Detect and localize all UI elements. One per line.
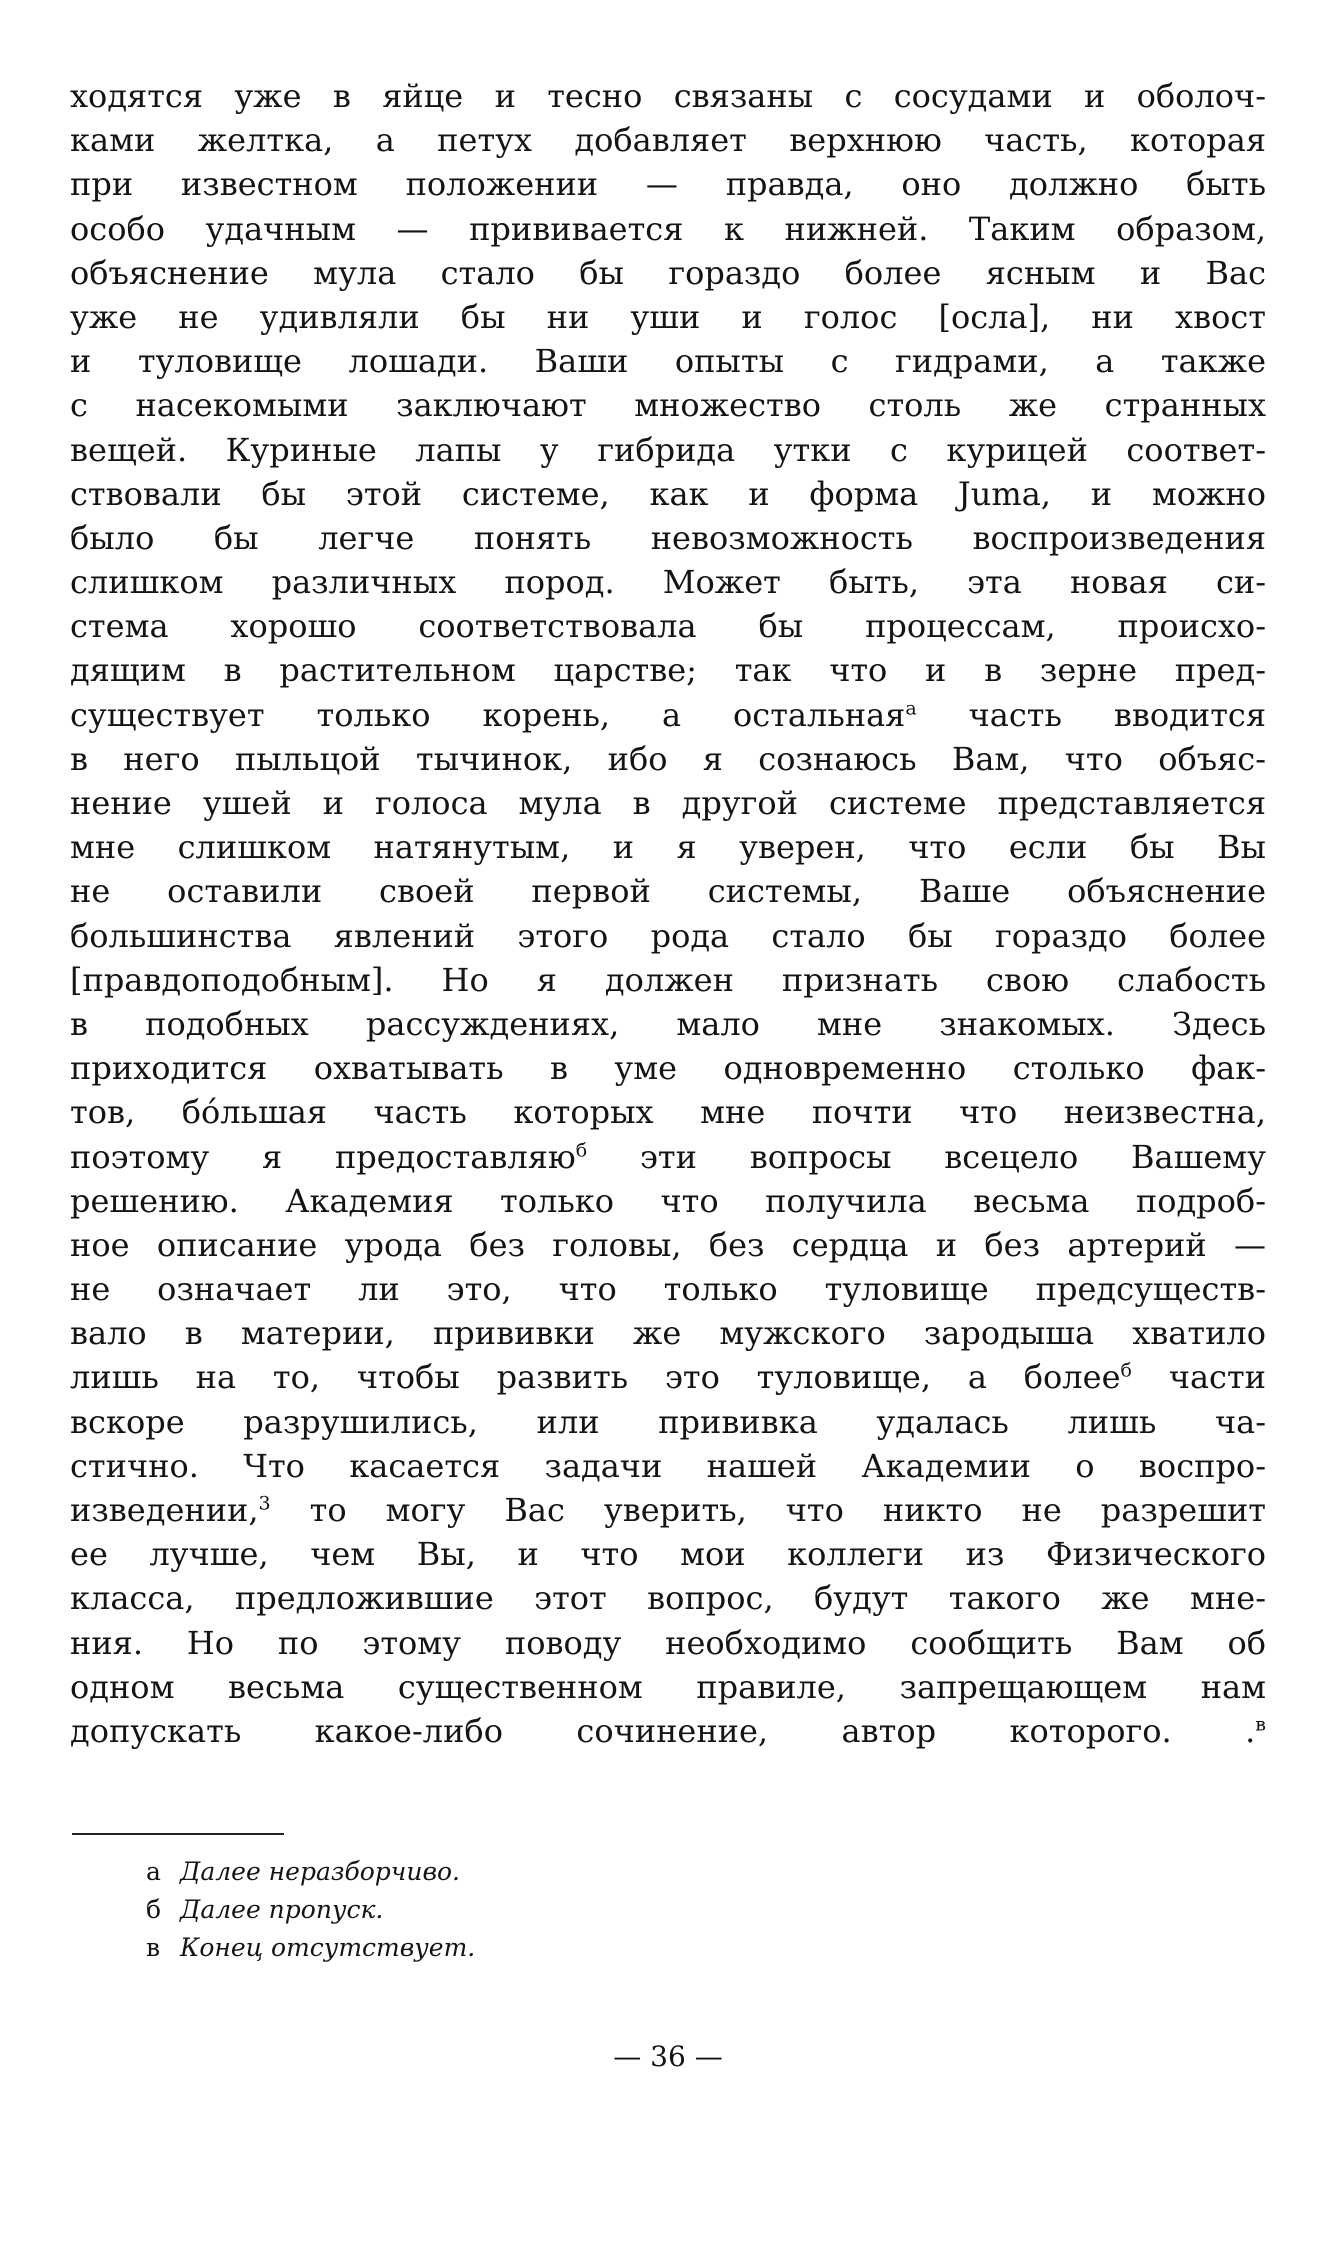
text-line: было бы легче понять невозможность воспроизведения (70, 518, 1266, 557)
text-line: ходятся уже в яйце и тесно связаны с сосудами и оболоч- (70, 77, 1266, 115)
text-line: уже не удивляли бы ни уши и голос [осла], ни хвост (70, 297, 1266, 336)
text-line: стично. Что касается задачи нашей Академии о воспро- (70, 1446, 1266, 1485)
text-line: мне слишком натянутым, и я уверен, что если бы Вы (70, 828, 1266, 867)
text-line: стема хорошо соответствовала бы процессам, происхо- (70, 607, 1266, 646)
footnote-ref: б (1120, 1359, 1132, 1382)
text-line: [правдоподобным]. Но я должен признать свою слабость (70, 960, 1266, 999)
footnote-mark: в (146, 1933, 161, 1962)
text-line: слишком различных пород. Может быть, эта новая си- (70, 563, 1266, 602)
text-line: в подобных рассуждениях, мало мне знакомых. Здесь (70, 1004, 1266, 1043)
text-line: решению. Академия только что получила весьма подроб- (70, 1181, 1266, 1220)
text-line: с насекомыми заключают множество столь же странных (70, 386, 1266, 425)
text-line: ния. Но по этому поводу необходимо сообщить Вам об (70, 1623, 1266, 1662)
text-line: при известном положении — правда, оно должно быть (70, 165, 1266, 204)
footnote (146, 1891, 475, 1929)
text-line: существует только корень, а остальная$^а$ часть вводится (70, 695, 1266, 734)
text-line: вало в материи, прививки же мужского зародыша хватило (70, 1314, 1266, 1353)
text-line: одном весьма существенном правиле, запрещающем нам (70, 1667, 1266, 1706)
footnotes (146, 1853, 475, 1967)
text-line: дящим в растительном царстве; так что и в зерне пред- (70, 651, 1266, 690)
text-line: лишь на то, чтобы развить это туловище, а более$^б$ части (70, 1358, 1267, 1397)
text-line: изведении,$^3$ то могу Вас уверить, что никто не разрешит (70, 1491, 1266, 1529)
footnote-text: Далее пропуск. (180, 1895, 384, 1924)
text-line: и туловище лошади. Ваши опыты с гидрами, а также (70, 342, 1266, 381)
text-line: нение ушей и голоса мула в другой системе представляется (70, 784, 1266, 822)
text-line: ее лучше, чем Вы, и что мои коллеги из Физического (70, 1535, 1266, 1574)
footnote (146, 1853, 475, 1891)
text-line: ствовали бы этой системе, как и форма Juma, и можно (70, 474, 1266, 513)
text-line: допускать какое-либо сочинение, автор которого. .$^в$ (70, 1711, 1266, 1750)
text-line: класса, предложившие этот вопрос, будут такого же мне- (70, 1579, 1266, 1618)
page-number: — 36 — (613, 2040, 723, 2073)
text-line: ное описание урода без головы, без сердца и без артерий — (70, 1225, 1266, 1264)
text-line: объяснение мула стало бы гораздо более ясным и Вас (70, 253, 1266, 292)
text-line: вещей. Куриные лапы у гибрида утки с курицей соответ- (70, 430, 1266, 469)
text-line: не означает ли это, что только туловище предсуществ- (70, 1270, 1266, 1309)
footnote (146, 1929, 475, 1967)
footnote-ref: в (1255, 1713, 1266, 1736)
footnote-text: Конец отсутствует. (180, 1933, 476, 1962)
text-line: в него пыльцой тычинок, ибо я сознаюсь Вам, что объяс- (70, 739, 1266, 778)
footnote-mark: б (146, 1895, 162, 1924)
footnote-text: Далее неразборчиво. (180, 1857, 461, 1886)
footnote-ref: б (575, 1138, 588, 1161)
text-line: поэтому я предоставляю$^б$ эти вопросы всецело Вашему (70, 1137, 1267, 1176)
page-body (70, 74, 1266, 1753)
text-line: не оставили своей первой системы, Ваше объяснение (70, 872, 1266, 911)
text-line: приходится охватывать в уме одновременно столько фак- (70, 1049, 1266, 1088)
text-line: ками желтка, а петух добавляет верхнюю часть, которая (70, 121, 1266, 160)
text-line: вскоре разрушились, или прививка удалась лишь ча- (70, 1402, 1266, 1441)
footnote-divider (72, 1833, 284, 1835)
main-text (70, 74, 1266, 1753)
text-line: большинства явлений этого рода стало бы гораздо более (70, 916, 1266, 955)
footnote-ref: 3 (258, 1492, 271, 1515)
text-line: тов, бóльшая часть которых мне почти что неизвестна, (70, 1093, 1266, 1132)
text-line: особо удачным — прививается к нижней. Таким образом, (70, 209, 1266, 248)
footnote-mark: а (146, 1857, 161, 1886)
footnote-ref: а (905, 696, 917, 719)
